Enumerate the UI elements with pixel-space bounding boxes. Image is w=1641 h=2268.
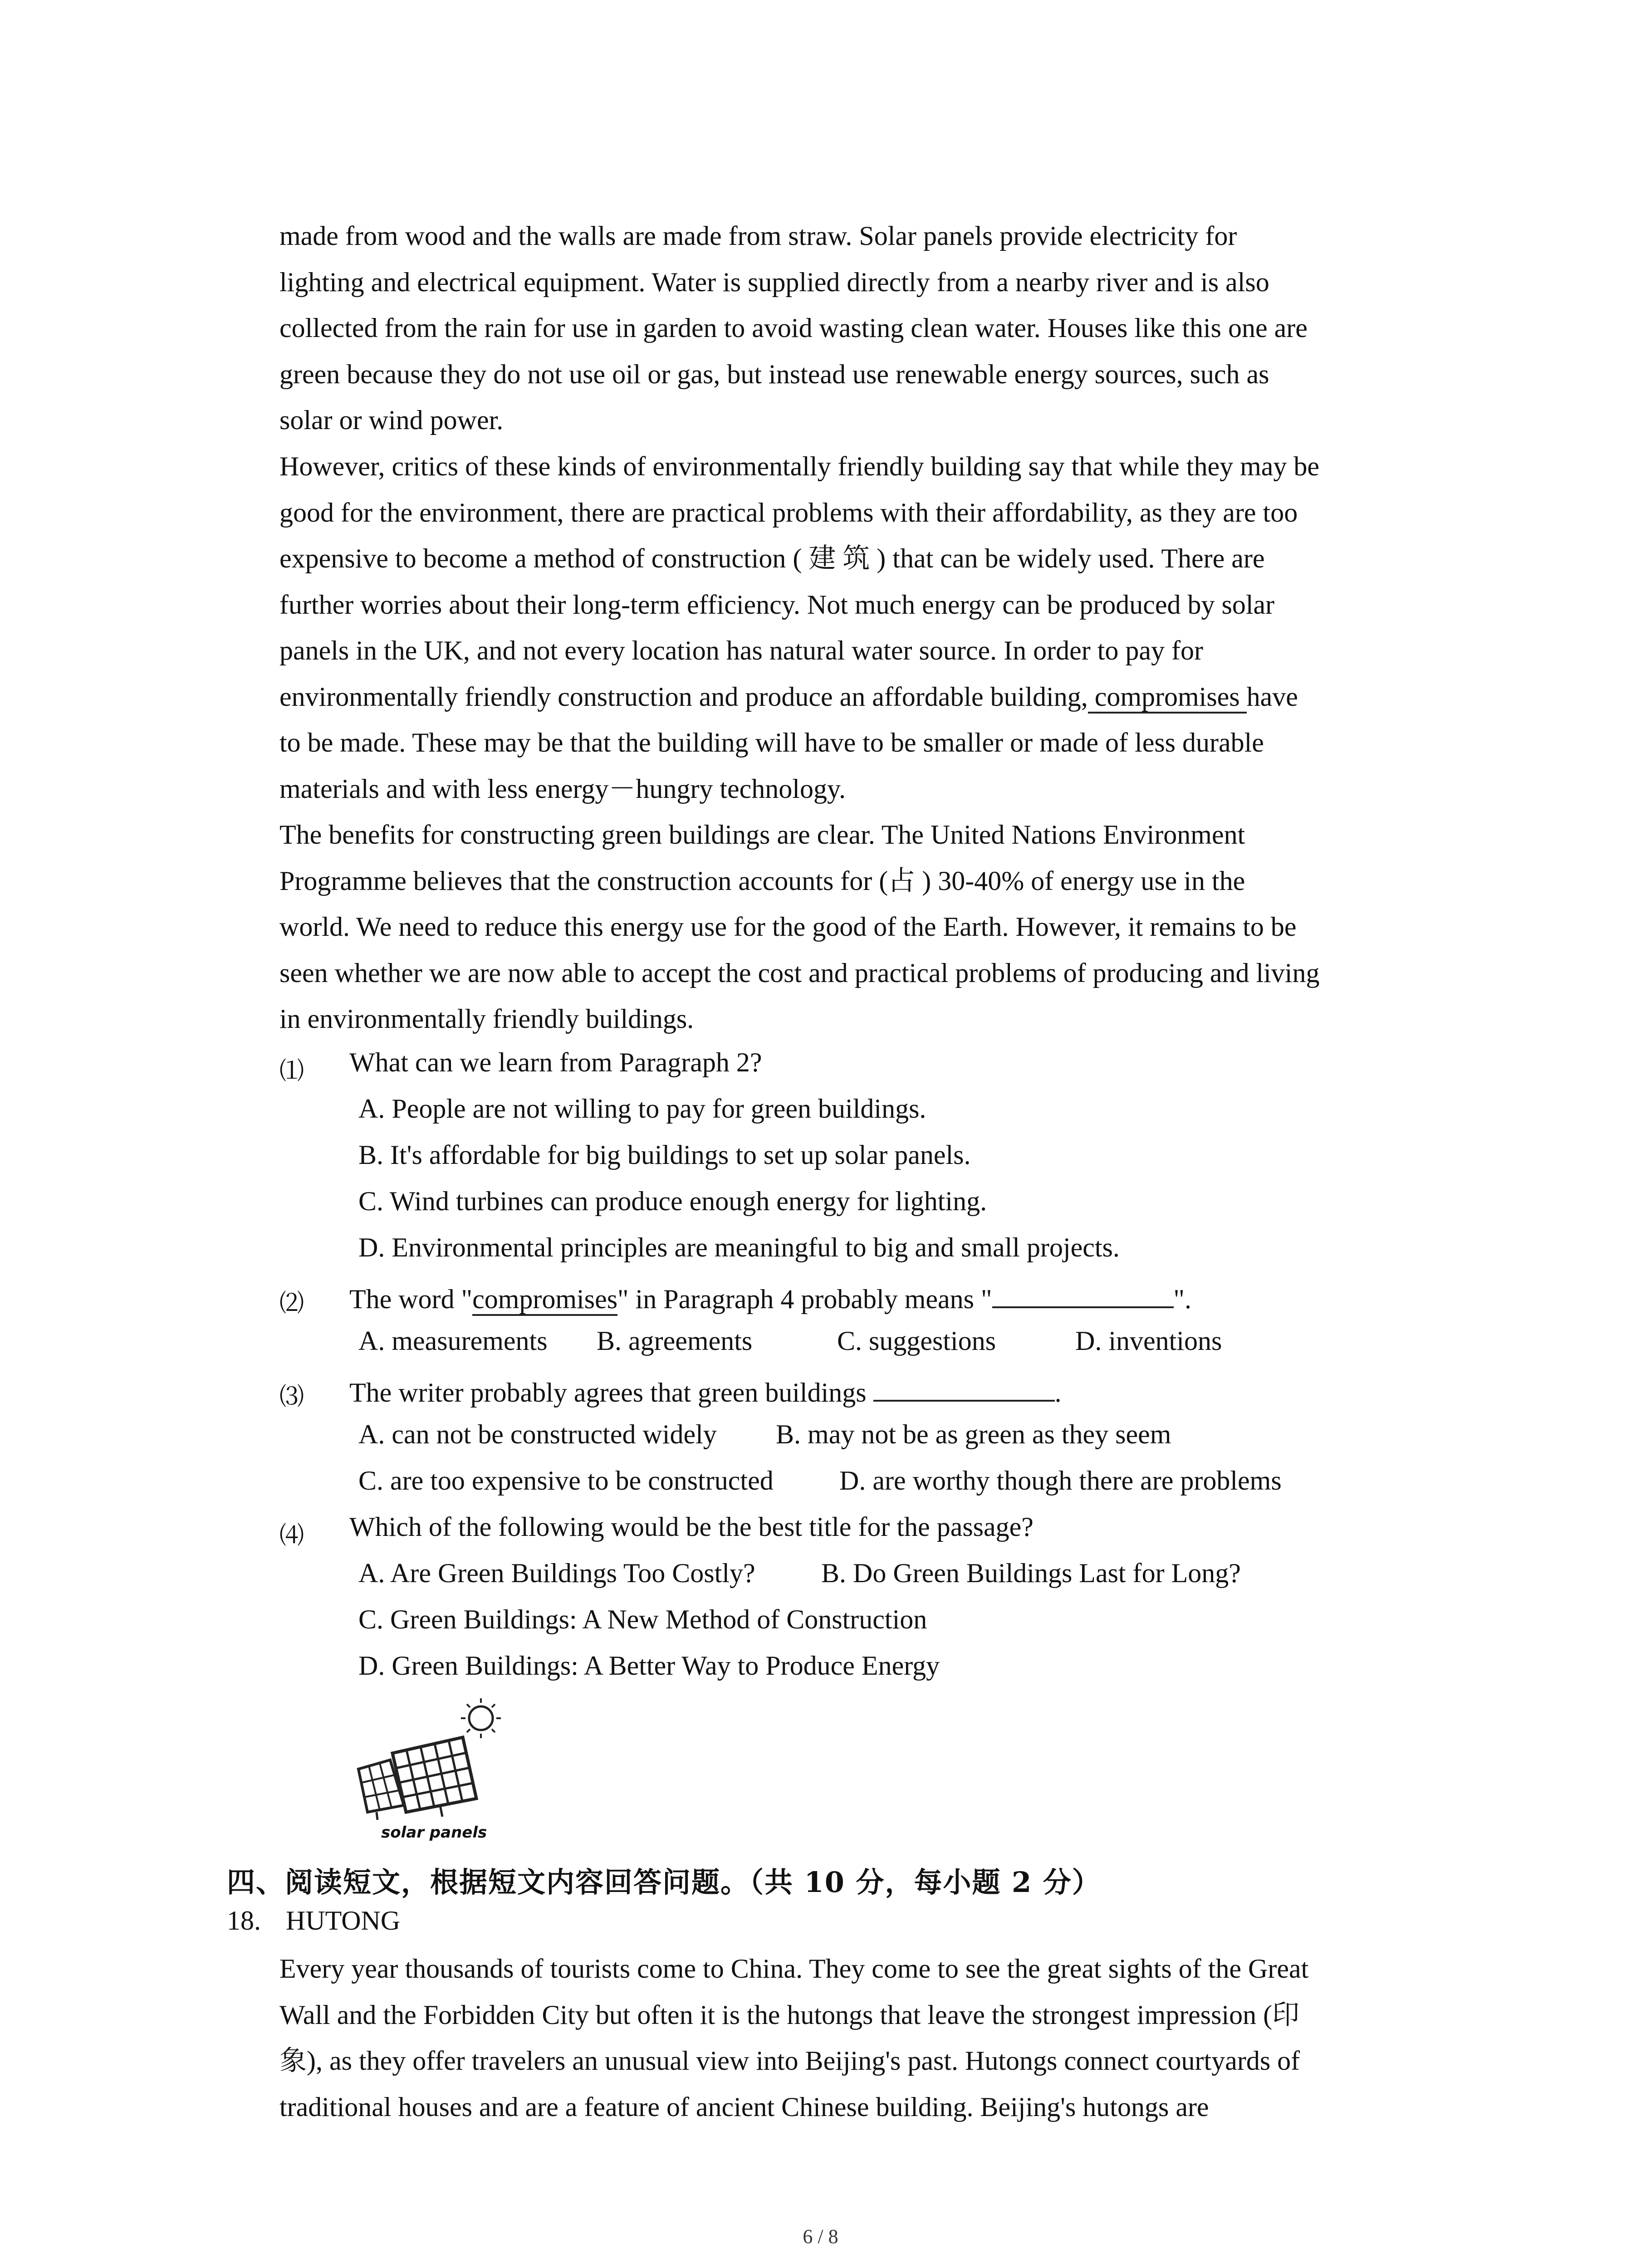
text-line: [279, 674, 1450, 720]
image-caption: solar panels: [381, 1823, 487, 1842]
passage-title: HUTONG: [286, 1906, 401, 1936]
text-line: The benefits for constructing green buildings are clear. The United Nations Environment: [279, 820, 1245, 850]
text-line: Every year thousands of tourists come to China. They come to see the great sights of the Great: [279, 1954, 1309, 1984]
page-number: 6 / 8: [803, 2225, 838, 2248]
solar-panels-illustration: [349, 1692, 513, 1846]
answer-option: C. are too expensive to be constructed: [358, 1466, 774, 1496]
text-line: Wall and the Forbidden City but often it is the hutongs that leave the strongest impression (印: [279, 1999, 1300, 2030]
answer-option: B. agreements: [597, 1326, 753, 1356]
answer-option: A. measurements: [358, 1326, 548, 1356]
text-segment: The word ": [349, 1284, 473, 1314]
text-line: materials and with less energy－hungry technology.: [279, 773, 846, 804]
section-heading: 四、阅读短文，根据短文内容回答问题。（共 10 分，每小题 2 分）: [227, 1866, 1101, 1899]
text-segment: .: [1054, 1378, 1062, 1408]
text-line: traditional houses and are a feature of ancient Chinese building. Beijing's hutongs are: [279, 2092, 1209, 2122]
text-line: However, critics of these kinds of environmentally friendly building say that while they may be: [279, 451, 1320, 481]
question-number: ⑵: [279, 1289, 304, 1317]
text-line: world. We need to reduce this energy use for the good of the Earth. However, it remains to be: [279, 912, 1297, 942]
answer-option: C. Green Buildings: A New Method of Construction: [358, 1604, 927, 1634]
answer-option: D. are worthy though there are problems: [839, 1466, 1282, 1496]
text-line: solar or wind power.: [279, 405, 504, 435]
question-text: [349, 1373, 1062, 1408]
answer-option: B. may not be as green as they seem: [776, 1419, 1171, 1449]
underlined-word: compromises: [1088, 682, 1247, 714]
text-segment: environmentally friendly construction and produce an affordable building,: [279, 681, 1088, 712]
text-segment: The writer probably agrees that green buildings: [349, 1378, 867, 1408]
passage-paragraph-2: [279, 444, 1450, 812]
text-line: panels in the UK, and not every location has natural water source. In order to pay for: [279, 635, 1203, 665]
text-line: further worries about their long-term efficiency. Not much energy can be produced by solar: [279, 589, 1275, 620]
answer-blank: [992, 1279, 1174, 1308]
passage-paragraph-3: [279, 812, 1450, 1042]
text-segment: have: [1246, 681, 1298, 712]
text-line: in environmentally friendly buildings.: [279, 1004, 694, 1034]
answer-option: A. Are Green Buildings Too Costly?: [358, 1558, 755, 1588]
text-line: expensive to become a method of construction ( 建 筑 ) that can be widely used. There are: [279, 543, 1265, 573]
text-segment: ".: [1173, 1284, 1191, 1314]
answer-blank: [873, 1373, 1055, 1402]
answer-option: A. can not be constructed widely: [358, 1419, 717, 1449]
text-line: green because they do not use oil or gas, but instead use renewable energy sources, such as: [279, 359, 1269, 389]
hutong-passage: [279, 1946, 1450, 2130]
answer-option: A. People are not willing to pay for green buildings.: [358, 1094, 926, 1124]
text-line: good for the environment, there are practical problems with their affordability, as they are too: [279, 497, 1298, 528]
question-number: ⑴: [279, 1056, 304, 1085]
question-text: What can we learn from Paragraph 2?: [349, 1047, 762, 1077]
text-segment: " in Paragraph 4 probably means ": [617, 1284, 992, 1314]
text-line: seen whether we are now able to accept the cost and practical problems of producing and living: [279, 958, 1320, 988]
question-number: ⑶: [279, 1382, 304, 1411]
answer-option: C. Wind turbines can produce enough energy for lighting.: [358, 1186, 987, 1216]
question-number: ⑷: [279, 1521, 304, 1549]
question-number: 18.: [227, 1906, 261, 1936]
answer-option: B. It's affordable for big buildings to set up solar panels.: [358, 1140, 971, 1170]
text-line: Programme believes that the construction accounts for (占 ) 30-40% of energy use in the: [279, 865, 1245, 896]
text-line: lighting and electrical equipment. Water is supplied directly from a nearby river and is also: [279, 267, 1269, 297]
answer-option: D. inventions: [1075, 1326, 1222, 1356]
text-line: made from wood and the walls are made from straw. Solar panels provide electricity for: [279, 221, 1237, 251]
solar-panel-icon: [349, 1692, 513, 1823]
text-line: to be made. These may be that the building will have to be smaller or made of less durable: [279, 728, 1264, 758]
answer-option: B. Do Green Buildings Last for Long?: [821, 1558, 1241, 1588]
question-text: Which of the following would be the best title for the passage?: [349, 1512, 1034, 1542]
question-text: [349, 1279, 1191, 1315]
answer-option: D. Environmental principles are meaningful to big and small projects.: [358, 1232, 1120, 1262]
underlined-word: compromises: [472, 1284, 617, 1316]
passage-paragraph-1: [279, 213, 1450, 444]
answer-option: C. suggestions: [837, 1326, 996, 1356]
text-line: 象), as they offer travelers an unusual view into Beijing's past. Hutongs connect courtyards of: [279, 2046, 1300, 2076]
text-line: collected from the rain for use in garden to avoid wasting clean water. Houses like this one are: [279, 313, 1308, 343]
answer-option: D. Green Buildings: A Better Way to Produce Energy: [358, 1651, 940, 1681]
